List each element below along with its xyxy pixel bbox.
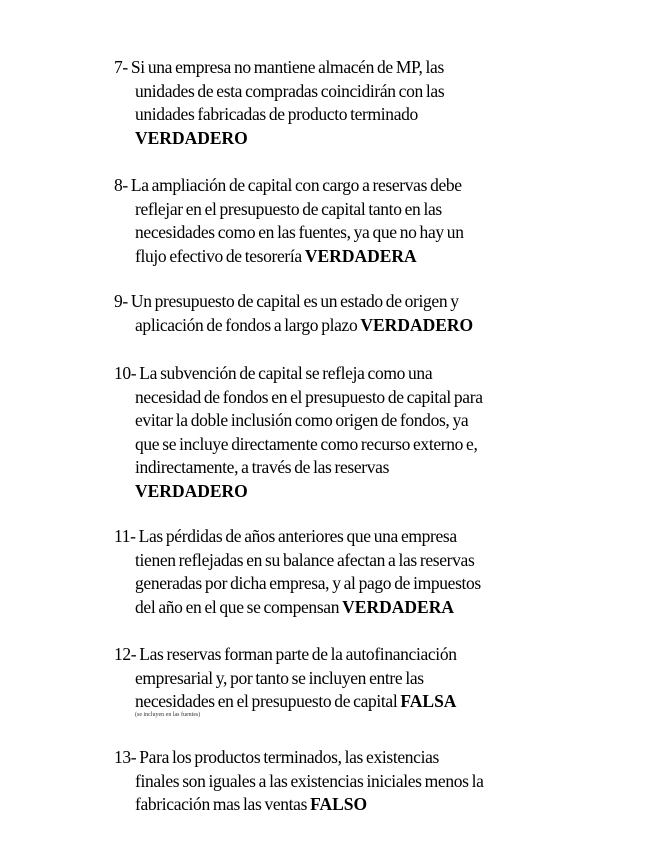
- statement-text: fabricación mas las ventas: [135, 794, 308, 814]
- footnote-annotation: (se incluyen en las fuentes): [135, 711, 201, 718]
- statement-11: [114, 525, 584, 619]
- statement-line: necesidades como en las fuentes, ya que no hay un: [135, 222, 464, 242]
- statement-line: evitar la doble inclusión como origen de fondos, ya: [135, 410, 469, 430]
- statement-line: unidades fabricadas de producto terminado: [135, 104, 418, 124]
- statement-answer-line: [114, 793, 584, 817]
- statement-answer-line: [114, 480, 584, 504]
- statement-line: generadas por dicha empresa, y al pago de impuestos: [135, 573, 481, 593]
- statement-text: necesidades en el presupuesto de capital: [135, 691, 398, 711]
- statement-line: 8- La ampliación de capital con cargo a reservas debe: [114, 175, 462, 195]
- statement-line: unidades de esta compradas coincidirán con las: [135, 80, 445, 101]
- statement-10: [114, 362, 584, 503]
- statement-12: [114, 643, 584, 719]
- statement-line: empresarial y, por tanto se incluyen entre las: [135, 667, 424, 688]
- statement-line: 9- Un presupuesto de capital es un estado de origen y: [114, 291, 459, 311]
- statement-text: del año en el que se compensan: [135, 596, 340, 617]
- statement-line: 12- Las reservas forman parte de la autofinanciación: [114, 644, 457, 664]
- answer-falso: FALSO: [310, 794, 368, 814]
- statement-line: 10- La subvención de capital se refleja como una: [114, 363, 433, 383]
- statement-13: [114, 746, 584, 817]
- statement-line: tienen reflejadas en su balance afectan a las reservas: [135, 549, 475, 570]
- statement-line: 13- Para los productos terminados, las existencias: [114, 747, 439, 767]
- statement-line: necesidad de fondos en el presupuesto de capital para: [135, 386, 483, 407]
- answer-verdadero: VERDADERO: [135, 480, 248, 501]
- statement-answer-line: [114, 314, 584, 338]
- answer-verdadera: VERDADERA: [304, 245, 417, 266]
- statement-text: flujo efectivo de tesorería: [135, 245, 302, 266]
- statement-line: finales son iguales a las existencias iniciales menos la: [135, 770, 484, 791]
- statement-line: que se incluye directamente como recurso externo e,: [135, 433, 478, 454]
- statement-8: [114, 174, 584, 268]
- statement-answer-line: [114, 245, 584, 269]
- statement-line: reflejar en el presupuesto de capital tanto en las: [135, 198, 442, 219]
- answer-verdadero: VERDADERO: [135, 127, 248, 148]
- statement-answer-line: [114, 596, 584, 620]
- statement-line: 11- Las pérdidas de años anteriores que una empresa: [114, 526, 457, 546]
- statement-answer-line: [114, 127, 584, 151]
- statement-text: aplicación de fondos a largo plazo: [135, 314, 358, 335]
- answer-verdadera: VERDADERA: [342, 596, 454, 617]
- answer-verdadero: VERDADERO: [360, 314, 474, 335]
- statement-line: 7- Si una empresa no mantiene almacén de MP, las: [114, 57, 444, 77]
- statement-9: [114, 290, 584, 337]
- answer-falsa: FALSA: [400, 691, 457, 711]
- statement-line: indirectamente, a través de las reservas: [135, 457, 390, 477]
- statement-7: [114, 56, 584, 150]
